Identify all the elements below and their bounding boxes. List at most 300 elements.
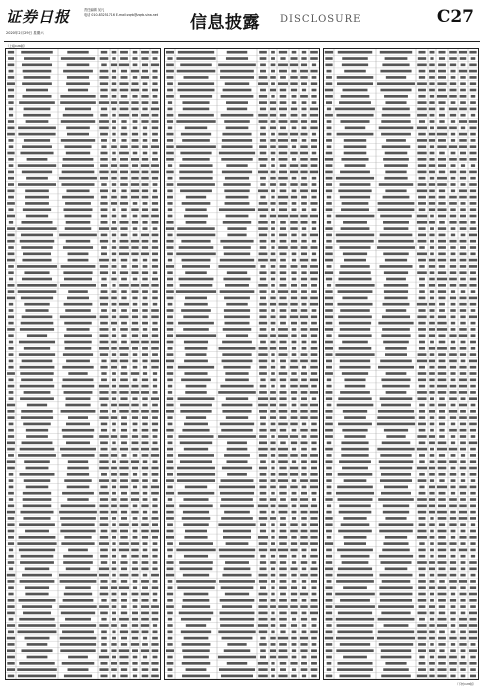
table-cell-text: [327, 126, 332, 129]
table-cell-text: [326, 473, 332, 476]
table-cell-text: [459, 366, 466, 369]
table-cell-text: [450, 675, 455, 678]
table-cell-text: [152, 278, 158, 281]
table-cell-text: [151, 397, 159, 400]
table-cell-text: [99, 347, 109, 350]
table-cell-text: [451, 227, 456, 230]
table-cell-text: [460, 599, 465, 602]
table-cell-text: [222, 353, 251, 356]
table-cell-text: [131, 448, 138, 451]
table-cell-text: [183, 574, 209, 577]
table-cell-text: [430, 145, 434, 148]
table-cell-text: [20, 397, 54, 400]
table-cell-text: [142, 309, 148, 312]
table-cell-text: [280, 89, 286, 92]
table-cell-text: [300, 259, 308, 262]
table-cell-text: [292, 618, 296, 621]
table-cell-text: [271, 208, 275, 211]
table-cell-text: [258, 675, 268, 678]
table-cell-text: [100, 70, 109, 73]
table-cell-text: [290, 63, 298, 66]
table-cell-text: [450, 599, 456, 602]
table-cell-text: [325, 328, 333, 331]
table-cell-text: [460, 152, 466, 155]
table-cell-text: [429, 265, 435, 268]
table-cell-text: [181, 378, 211, 381]
table-cell-text: [459, 133, 467, 136]
table-cell-text: [312, 643, 317, 646]
table-cell-text: [270, 297, 275, 300]
table-cell-text: [271, 586, 274, 589]
table-cell-text: [325, 542, 333, 545]
table-cell-text: [438, 290, 446, 293]
table-cell-text: [100, 57, 109, 60]
table-cell-text: [339, 511, 372, 514]
table-cell-text: [379, 460, 414, 463]
table-cell-text: [152, 221, 159, 224]
table-cell-text: [271, 152, 276, 155]
table-cell-text: [131, 70, 139, 73]
table-cell-text: [112, 259, 116, 262]
table-cell-text: [337, 303, 372, 306]
table-cell-text: [290, 183, 297, 186]
table-cell-text: [292, 95, 297, 98]
table-cell-text: [131, 108, 138, 111]
table-cell-text: [471, 57, 476, 60]
table-cell-text: [121, 234, 128, 237]
table-cell-text: [310, 567, 317, 570]
table-cell-text: [438, 536, 446, 539]
table-cell-text: [19, 341, 55, 344]
table-cell-text: [271, 95, 274, 98]
table-cell-text: [312, 183, 317, 186]
table-cell-text: [65, 347, 92, 350]
table-cell-text: [181, 309, 211, 312]
table-cell-text: [327, 108, 331, 111]
table-cell-text: [326, 322, 333, 325]
table-cell-text: [279, 574, 286, 577]
table-cell-text: [383, 303, 410, 306]
table-cell-text: [152, 612, 159, 615]
table-cell-text: [290, 215, 298, 218]
table-cell-text: [460, 278, 466, 281]
table-cell-text: [449, 504, 457, 507]
table-cell-text: [99, 397, 108, 400]
table-cell-text: [25, 593, 48, 596]
table-cell-text: [471, 322, 476, 325]
table-cell-text: [342, 297, 367, 300]
table-cell-text: [271, 70, 275, 73]
table-cell-text: [17, 542, 56, 545]
table-cell-text: [326, 189, 332, 192]
table-cell-text: [120, 177, 127, 180]
table-cell-text: [219, 555, 254, 558]
table-cell-text: [417, 624, 426, 627]
table-cell-text: [180, 441, 212, 444]
table-cell-text: [312, 309, 317, 312]
table-cell-text: [9, 479, 14, 482]
table-cell-text: [100, 315, 109, 318]
table-cell-text: [310, 158, 317, 161]
table-cell-text: [301, 334, 307, 337]
table-cell-text: [279, 536, 287, 539]
table-cell-text: [438, 202, 445, 205]
table-cell-text: [68, 89, 88, 92]
table-cell-text: [312, 152, 317, 155]
table-cell-text: [326, 397, 332, 400]
table-cell-text: [438, 643, 445, 646]
table-cell-text: [291, 265, 298, 268]
table-cell-text: [8, 51, 14, 54]
table-cell-text: [152, 511, 158, 514]
table-cell-text: [300, 542, 308, 545]
table-cell-text: [280, 593, 286, 596]
table-cell-text: [470, 372, 477, 375]
table-cell-text: [182, 517, 211, 520]
table-cell-text: [141, 177, 148, 180]
table-cell-text: [342, 63, 368, 66]
table-cell-text: [112, 315, 116, 318]
table-cell-text: [112, 51, 117, 54]
table-cell-text: [335, 605, 375, 608]
table-cell-text: [470, 454, 476, 457]
table-cell-text: [176, 57, 215, 60]
table-cell-text: [417, 360, 427, 363]
table-cell-text: [342, 341, 368, 344]
table-cell-text: [439, 309, 445, 312]
table-cell-text: [167, 473, 173, 476]
table-cell-text: [310, 51, 318, 54]
table-cell-text: [167, 454, 173, 457]
table-cell-text: [337, 630, 372, 633]
table-cell-text: [430, 549, 434, 552]
table-cell-text: [337, 668, 373, 671]
table-cell-text: [143, 574, 147, 577]
table-cell-text: [430, 599, 434, 602]
table-cell-text: [300, 504, 308, 507]
table-cell-text: [292, 145, 296, 148]
table-cell-text: [301, 523, 306, 526]
table-cell-text: [100, 612, 108, 615]
table-cell-text: [379, 183, 413, 186]
table-cell-text: [224, 567, 251, 570]
table-cell-text: [133, 605, 138, 608]
table-cell-text: [292, 404, 297, 407]
table-cell-text: [112, 208, 115, 211]
table-cell-text: [120, 76, 127, 79]
table-cell-text: [430, 517, 433, 520]
table-cell-text: [439, 171, 445, 174]
table-cell-text: [182, 265, 210, 268]
table-cell-text: [449, 542, 456, 545]
table-cell-text: [179, 177, 212, 180]
table-cell-text: [120, 448, 128, 451]
table-cell-text: [121, 429, 127, 432]
table-cell-text: [310, 555, 318, 558]
table-cell-text: [7, 152, 14, 155]
table-cell-text: [450, 271, 457, 274]
table-cell-text: [220, 70, 254, 73]
table-cell-text: [7, 234, 14, 237]
continued-to-label: （下转C28版）: [455, 682, 476, 686]
table-cell-text: [279, 618, 287, 621]
table-cell-text: [218, 523, 255, 526]
table-cell-text: [131, 410, 138, 413]
table-cell-text: [152, 290, 157, 293]
table-cell-text: [259, 486, 266, 489]
table-cell-text: [470, 215, 477, 218]
table-cell-text: [301, 517, 307, 520]
table-cell-text: [438, 70, 446, 73]
table-cell-text: [101, 637, 107, 640]
table-cell-text: [301, 656, 306, 659]
table-cell-text: [121, 441, 127, 444]
table-cell-text: [326, 649, 333, 652]
table-cell-text: [290, 662, 297, 665]
table-cell-text: [143, 460, 148, 463]
table-cell-text: [220, 290, 255, 293]
table-cell-text: [290, 221, 297, 224]
table-cell-text: [152, 555, 157, 558]
table-cell-text: [220, 492, 254, 495]
table-cell-text: [340, 599, 370, 602]
table-cell-text: [142, 467, 148, 470]
table-cell-text: [437, 95, 447, 98]
table-cell-text: [290, 227, 297, 230]
table-cell-text: [120, 240, 129, 243]
table-cell-text: [341, 454, 368, 457]
table-cell-text: [301, 108, 306, 111]
table-cell-text: [7, 612, 15, 615]
table-cell-text: [271, 51, 275, 54]
table-cell-text: [279, 649, 288, 652]
table-cell-text: [451, 479, 456, 482]
table-cell-text: [459, 385, 467, 388]
table-cell-text: [279, 416, 286, 419]
table-cell-text: [279, 542, 286, 545]
table-cell-text: [470, 303, 476, 306]
table-cell-text: [325, 637, 333, 640]
table-cell-text: [326, 152, 333, 155]
table-cell-text: [112, 536, 116, 539]
table-cell-text: [8, 542, 14, 545]
table-cell-text: [460, 593, 467, 596]
table-cell-text: [302, 580, 306, 583]
table-cell-text: [278, 290, 288, 293]
table-cell-text: [429, 523, 435, 526]
table-cell-text: [132, 435, 138, 438]
table-cell-text: [62, 662, 95, 665]
table-cell-text: [337, 76, 374, 79]
table-cell-text: [185, 297, 207, 300]
table-cell-text: [310, 517, 317, 520]
table-cell-text: [142, 479, 148, 482]
table-cell-text: [430, 353, 435, 356]
table-cell-text: [167, 120, 173, 123]
table-cell-text: [151, 366, 158, 369]
table-cell-text: [270, 108, 276, 111]
table-cell-text: [438, 561, 447, 564]
table-cell-text: [133, 120, 138, 123]
table-cell-text: [271, 246, 274, 249]
table-cell-text: [133, 454, 138, 457]
table-cell-text: [419, 290, 425, 293]
table-cell-text: [151, 145, 159, 148]
table-cell-text: [271, 189, 275, 192]
table-cell-text: [121, 555, 126, 558]
table-cell-text: [112, 126, 116, 129]
table-cell-text: [279, 303, 288, 306]
table-cell-text: [8, 196, 14, 199]
table-cell-text: [151, 284, 158, 287]
table-cell-text: [383, 511, 409, 514]
table-cell-text: [270, 656, 276, 659]
table-cell-text: [429, 70, 435, 73]
table-cell-text: [302, 624, 307, 627]
table-cell-text: [290, 315, 298, 318]
table-cell-text: [469, 76, 476, 79]
table-cell-text: [59, 605, 97, 608]
table-cell-text: [450, 473, 457, 476]
table-cell-text: [132, 297, 137, 300]
table-cell-text: [112, 215, 116, 218]
table-cell-text: [451, 536, 455, 539]
table-cell-text: [469, 360, 477, 363]
table-cell-text: [325, 586, 332, 589]
table-cell-text: [460, 353, 466, 356]
table-cell-text: [184, 423, 208, 426]
table-cell-text: [100, 366, 107, 369]
table-cell-text: [111, 101, 117, 104]
table-cell-text: [8, 378, 13, 381]
table-cell-text: [291, 391, 297, 394]
table-cell-text: [461, 656, 465, 659]
table-cell-text: [470, 656, 475, 659]
table-cell-text: [430, 315, 435, 318]
table-cell-text: [141, 624, 149, 627]
table-cell-text: [438, 353, 446, 356]
table-cell-text: [385, 101, 406, 104]
table-cell-text: [450, 63, 456, 66]
table-cell-text: [460, 208, 466, 211]
table-cell-text: [417, 397, 426, 400]
table-cell-text: [167, 656, 172, 659]
table-cell-text: [438, 549, 446, 552]
table-cell-text: [166, 152, 174, 155]
table-cell-text: [99, 259, 109, 262]
table-cell-text: [132, 221, 138, 224]
table-cell-text: [112, 460, 116, 463]
table-cell-text: [279, 410, 288, 413]
table-cell-text: [438, 593, 447, 596]
table-cell-text: [220, 76, 254, 79]
table-cell-text: [119, 385, 129, 388]
table-cell-text: [449, 278, 457, 281]
table-cell-text: [27, 656, 48, 659]
table-cell-text: [142, 536, 148, 539]
table-cell-text: [339, 347, 372, 350]
table-cell-text: [311, 334, 317, 337]
table-cell-text: [291, 297, 297, 300]
table-cell-text: [258, 404, 268, 407]
table-cell-text: [301, 353, 308, 356]
table-cell-text: [167, 114, 174, 117]
table-cell-text: [132, 637, 138, 640]
table-cell-text: [430, 530, 434, 533]
table-cell-text: [260, 523, 266, 526]
table-cell-text: [131, 177, 138, 180]
table-cell-text: [437, 486, 447, 489]
table-cell-text: [451, 133, 455, 136]
table-cell-text: [451, 378, 456, 381]
table-cell-text: [311, 385, 317, 388]
table-cell-text: [9, 114, 13, 117]
table-cell-text: [168, 303, 173, 306]
table-cell-text: [99, 385, 109, 388]
table-cell-text: [469, 397, 477, 400]
table-cell-text: [153, 561, 158, 564]
table-cell-text: [439, 435, 445, 438]
table-cell-text: [100, 82, 108, 85]
table-cell-text: [111, 202, 117, 205]
table-cell-text: [344, 416, 366, 419]
table-cell-text: [99, 656, 109, 659]
table-cell-text: [152, 523, 158, 526]
table-cell-text: [8, 334, 13, 337]
table-cell-text: [21, 297, 53, 300]
table-cell-text: [386, 76, 406, 79]
table-cell-text: [167, 530, 174, 533]
table-cell-text: [22, 441, 53, 444]
table-cell-text: [151, 605, 159, 608]
table-cell-text: [112, 561, 116, 564]
table-cell-text: [470, 353, 476, 356]
table-cell-text: [460, 322, 465, 325]
table-cell-text: [470, 492, 475, 495]
table-cell-text: [23, 423, 50, 426]
table-cell-text: [151, 63, 159, 66]
table-cell-text: [68, 372, 87, 375]
table-cell-text: [301, 82, 307, 85]
table-cell-text: [259, 271, 266, 274]
table-cell-text: [111, 649, 116, 652]
table-cell-text: [222, 467, 252, 470]
table-cell-text: [302, 555, 306, 558]
table-cell-text: [325, 309, 333, 312]
table-cell-text: [99, 435, 109, 438]
table-cell-text: [167, 297, 174, 300]
table-cell-text: [279, 486, 286, 489]
table-cell-text: [438, 215, 446, 218]
table-cell-text: [278, 82, 288, 85]
table-cell-text: [310, 171, 318, 174]
table-cell-text: [460, 555, 465, 558]
table-cell-text: [18, 164, 56, 167]
table-cell-text: [259, 630, 267, 633]
table-cell-text: [302, 51, 306, 54]
table-cell-text: [438, 246, 446, 249]
table-cell-text: [9, 221, 13, 224]
table-cell-text: [439, 454, 445, 457]
table-cell-text: [258, 504, 268, 507]
header-rule: [4, 41, 480, 42]
table-cell-text: [152, 649, 159, 652]
table-cell-text: [383, 542, 408, 545]
table-cell-text: [63, 114, 93, 117]
table-cell-text: [279, 208, 287, 211]
table-cell-text: [271, 385, 275, 388]
table-cell-text: [259, 643, 266, 646]
